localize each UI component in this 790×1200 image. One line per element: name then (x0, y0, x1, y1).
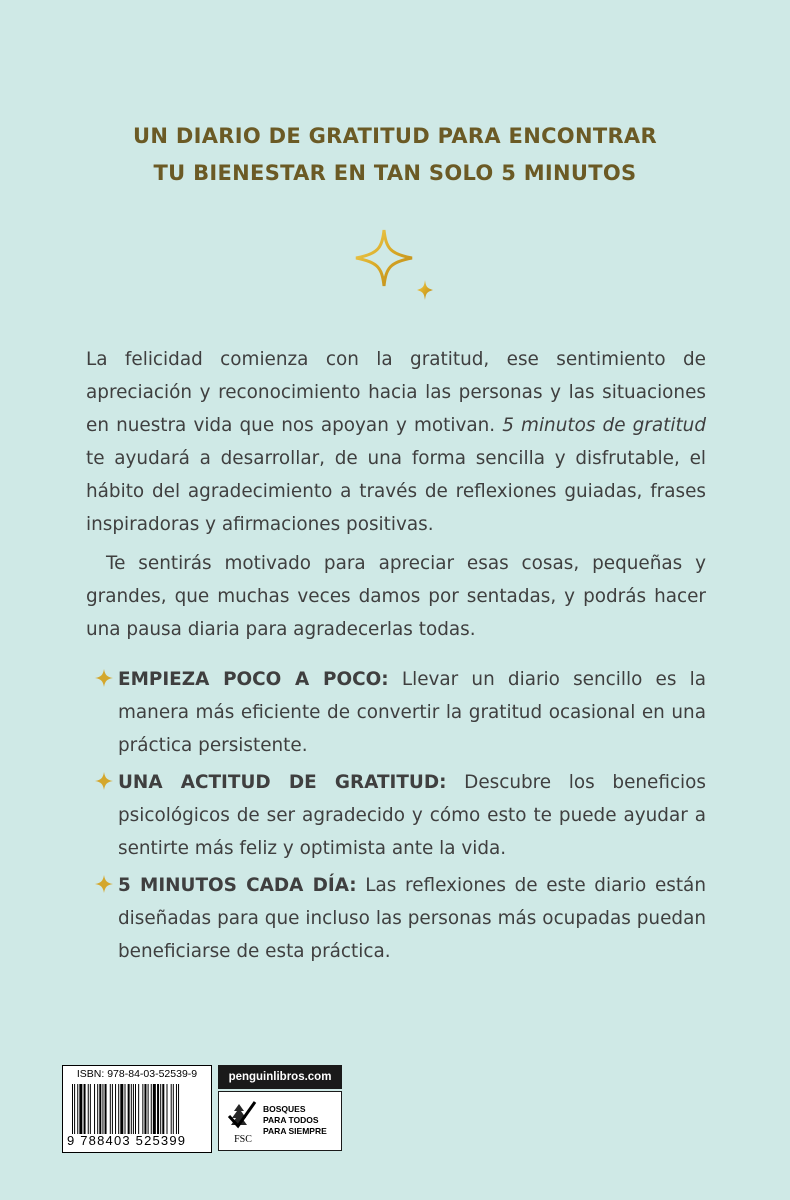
intro-paragraph (86, 343, 706, 541)
fsc-slogan-line-3: PARA SIEMPRE (263, 1126, 327, 1136)
isbn-barcode (62, 1065, 212, 1153)
list-item (86, 869, 706, 968)
sparkle-bullet-icon (94, 874, 114, 894)
bullet-title: UNA ACTITUD DE GRATITUD: (118, 772, 447, 793)
second-paragraph: Te sentirás motivado para apreciar esas cosas, pequeñas y grandes, que muchas veces damos por sentadas, y podrás hacer una pausa diaria para agradecerlas todas. (86, 553, 706, 640)
fsc-slogan (263, 1104, 341, 1137)
benefits-list (86, 663, 706, 968)
headline-line-2: TU BIENESTAR EN TAN SOLO 5 MINUTOS (153, 161, 637, 185)
bullet-text: Descubre los beneficios psicológicos de ser agradecido y cómo esto te puede ayudar a sentirte más feliz y optimista ante la vida. (118, 772, 706, 859)
fsc-slogan-line-1: BOSQUES (263, 1104, 306, 1114)
isbn-label: ISBN: 978-84-03-52539-9 (76, 1068, 198, 1080)
bullet-title: EMPIEZA POCO A POCO: (118, 669, 389, 690)
fsc-label: FSC (234, 1134, 252, 1145)
barcode-digits: 9 788403 525399 (67, 1133, 187, 1148)
intro-text-part-1: La felicidad comienza con la gratitud, ese sentimiento de apreciación y reconocimiento hacia las personas y las situaciones en nuestra vida que nos apoyan y motivan. (86, 349, 706, 436)
intro-text-part-2: te ayudará a desarrollar, de una forma sencilla y disfrutable, el hábito del agradecimiento a través de reflexiones guiadas, frases inspiradoras y afirmaciones positivas. (86, 448, 706, 535)
barcode-bars (71, 1084, 205, 1134)
fsc-slogan-line-2: PARA TODOS (263, 1115, 319, 1125)
sparkle-stars-icon (350, 228, 440, 308)
sparkle-bullet-icon (94, 668, 114, 688)
cover-headline (0, 118, 790, 192)
sparkle-bullet-icon (94, 771, 114, 791)
book-title-italic: 5 minutos de gratitud (502, 415, 706, 436)
bullet-text: Llevar un diario sencillo es la manera más eficiente de convertir la gratitud ocasional en una práctica persistente. (118, 669, 706, 756)
bullet-text: Las reflexiones de este diario están diseñadas para que incluso las personas más ocupadas puedan beneficiarse de esta práctica. (118, 875, 706, 962)
publisher-website: penguinlibros.com (218, 1065, 342, 1089)
list-item (86, 766, 706, 865)
back-cover-text (86, 343, 706, 972)
list-item (86, 663, 706, 762)
bullet-title: 5 MINUTOS CADA DÍA: (118, 875, 357, 896)
headline-line-1: UN DIARIO DE GRATITUD PARA ENCONTRAR (133, 124, 657, 148)
fsc-certification (218, 1091, 342, 1151)
